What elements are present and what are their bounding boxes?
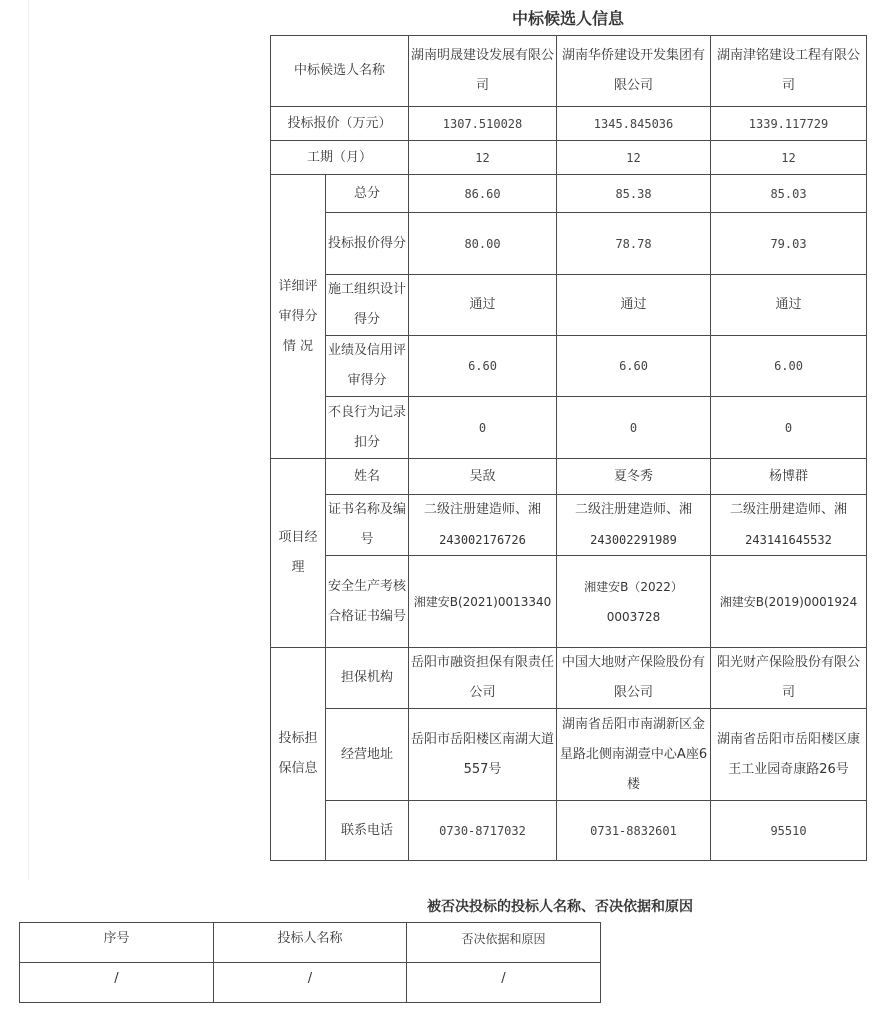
cert-name-3: 二级注册建造师、湘: [730, 502, 848, 517]
rejected-bidders-table: [19, 922, 601, 1003]
score-price-2: 78.78: [557, 213, 711, 275]
table-row: [271, 141, 867, 175]
candidate-name-label: 中标候选人名称: [271, 36, 409, 107]
bid-price-label: 投标报价（万元）: [271, 107, 409, 141]
address-label: 经营地址: [326, 709, 409, 801]
score-penalty-1: 0: [409, 397, 557, 459]
score-credit-3: 6.00: [711, 336, 867, 397]
cert-1: [409, 495, 557, 556]
cert-3: [711, 495, 867, 556]
cert-number-3: 243141645532: [745, 533, 832, 547]
score-price-1: 80.00: [409, 213, 557, 275]
table-row: [271, 648, 867, 709]
guarantee-group-label: 投标担保信息: [271, 648, 326, 861]
phone-3: 95510: [711, 801, 867, 861]
cert-2: [557, 495, 711, 556]
candidate-name-2: 湖南华侨建设开发集团有限公司: [557, 36, 711, 107]
duration-1: 12: [409, 141, 557, 175]
rejected-header-index: 序号: [20, 923, 214, 963]
table-row: [271, 556, 867, 648]
score-construction-2: 通过: [557, 275, 711, 336]
table-row: [271, 459, 867, 495]
table-row: [271, 107, 867, 141]
score-construction-1: 通过: [409, 275, 557, 336]
table-row: [271, 336, 867, 397]
page-title: 中标候选人信息: [511, 9, 624, 28]
bid-price-3: 1339.117729: [711, 107, 867, 141]
score-price-3: 79.03: [711, 213, 867, 275]
cert-number-2: 243002291989: [590, 533, 677, 547]
guarantor-1: 岳阳市融资担保有限责任公司: [409, 648, 557, 709]
table-row: [271, 175, 867, 213]
candidate-name-3: 湖南津铭建设工程有限公司: [711, 36, 867, 107]
score-total-1: 86.60: [409, 175, 557, 213]
candidate-info-table: [270, 35, 867, 861]
bid-price-1: 1307.510028: [409, 107, 557, 141]
table-row: [271, 495, 867, 556]
table-row: [271, 213, 867, 275]
pm-group-label: 项目经理: [271, 459, 326, 648]
pm-name-2: 夏冬秀: [557, 459, 711, 495]
table-row: [271, 36, 867, 107]
cert-name-1: 二级注册建造师、湘: [424, 502, 542, 517]
rejected-cell-bidder: /: [214, 963, 407, 1003]
score-credit-1: 6.60: [409, 336, 557, 397]
guarantor-label: 担保机构: [326, 648, 409, 709]
guarantor-3: 阳光财产保险股份有限公司: [711, 648, 867, 709]
table-row: [20, 963, 601, 1003]
cert-label: 证书名称及编号: [326, 495, 409, 556]
score-label-price: 投标报价得分: [326, 213, 409, 275]
pm-name-label: 姓名: [326, 459, 409, 495]
rejected-header-reason: 否决依据和原因: [407, 923, 601, 963]
pm-name-1: 吴敌: [409, 459, 557, 495]
table-row: [271, 801, 867, 861]
score-total-2: 85.38: [557, 175, 711, 213]
phone-2: 0731-8832601: [557, 801, 711, 861]
score-penalty-2: 0: [557, 397, 711, 459]
safety-cert-3: [711, 556, 867, 648]
score-label-total: 总分: [326, 175, 409, 213]
guarantor-2: 中国大地财产保险股份有限公司: [557, 648, 711, 709]
table-row: [271, 709, 867, 801]
duration-2: 12: [557, 141, 711, 175]
table-row: [271, 275, 867, 336]
phone-1: 0730-8717032: [409, 801, 557, 861]
safety-cert-2-line2: 0003728: [606, 609, 661, 624]
bid-price-2: 1345.845036: [557, 107, 711, 141]
cert-name-2: 二级注册建造师、湘: [575, 502, 693, 517]
duration-3: 12: [711, 141, 867, 175]
score-group-label: 详细评审得分情 况: [271, 175, 326, 459]
rejected-header-bidder: 投标人名称: [214, 923, 407, 963]
address-1: 岳阳市岳阳楼区南湖大道557号: [409, 709, 557, 801]
score-construction-3: 通过: [711, 275, 867, 336]
rejected-section-title: 被否决投标的投标人名称、否决依据和原因: [427, 899, 693, 915]
score-label-penalty: 不良行为记录扣分: [326, 397, 409, 459]
pm-name-3: 杨博群: [711, 459, 867, 495]
safety-cert-1-line1: 湘建安B(2021)0013340: [413, 594, 552, 609]
score-credit-2: 6.60: [557, 336, 711, 397]
phone-label: 联系电话: [326, 801, 409, 861]
duration-label: 工期（月）: [271, 141, 409, 175]
rejected-cell-reason: /: [407, 963, 601, 1003]
score-total-3: 85.03: [711, 175, 867, 213]
cert-number-1: 243002176726: [439, 533, 526, 547]
safety-cert-2-line1: 湘建安B（2022）: [584, 579, 683, 594]
address-3: 湖南省岳阳市岳阳楼区康王工业园奇康路26号: [711, 709, 867, 801]
score-label-credit: 业绩及信用评审得分: [326, 336, 409, 397]
candidate-name-1: 湖南明晟建设发展有限公司: [409, 36, 557, 107]
rejected-cell-index: /: [20, 963, 214, 1003]
address-2: 湖南省岳阳市南湖新区金星路北侧南湖壹中心A座6楼: [557, 709, 711, 801]
score-label-construction: 施工组织设计得分: [326, 275, 409, 336]
safety-cert-1: [409, 556, 557, 648]
safety-cert-3-line1: 湘建安B(2019)0001924: [719, 594, 858, 609]
safety-cert-2: [557, 556, 711, 648]
safety-cert-label: 安全生产考核合格证书编号: [326, 556, 409, 648]
table-row: [271, 397, 867, 459]
score-penalty-3: 0: [711, 397, 867, 459]
table-row: [20, 923, 601, 963]
page-guide-line: [28, 0, 29, 880]
